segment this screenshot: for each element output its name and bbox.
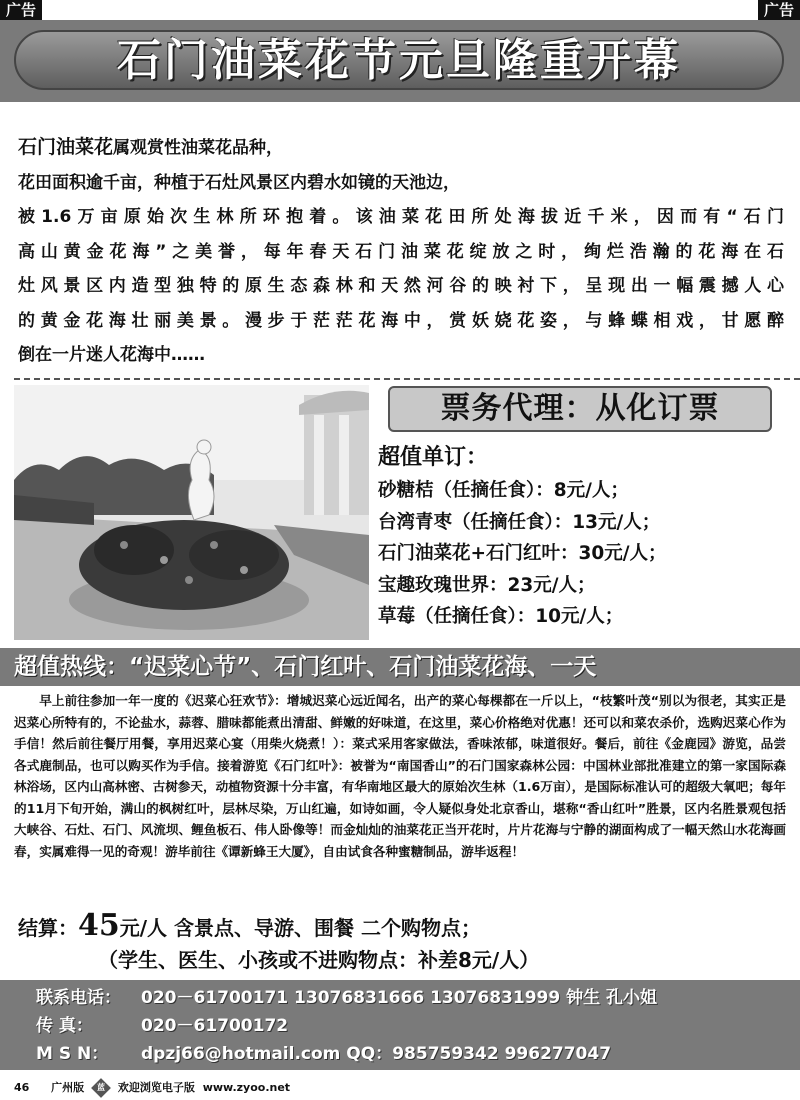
settlement-label: 结算： bbox=[18, 916, 78, 940]
msn-label: M S N： bbox=[36, 1044, 109, 1064]
deal-item: 砂糖桔（任摘任食）：8元/人； bbox=[378, 480, 629, 501]
settlement-note: （学生、医生、小孩或不进购物点：补差8元/人） bbox=[98, 948, 540, 972]
fax-value: 020－61700172 bbox=[141, 1016, 289, 1036]
headline-pill bbox=[14, 30, 784, 90]
settlement-price: 45 bbox=[78, 908, 120, 943]
headline-banner bbox=[0, 20, 800, 102]
page-footer bbox=[14, 1080, 800, 1096]
deal-item: 台湾青枣（任摘任食）：13元/人； bbox=[378, 511, 661, 533]
footer-website: www.zyoo.net bbox=[202, 1081, 291, 1094]
deal-item: 草莓（任摘任食）：10元/人； bbox=[378, 606, 624, 627]
phone-label: 联系电话： bbox=[36, 988, 121, 1008]
intro-line-2: 花田面积逾千亩，种植于石灶风景区内碧水如镜的天池边， bbox=[18, 172, 460, 193]
contact-msn-row bbox=[36, 1040, 611, 1068]
edition-label: 广州版 bbox=[51, 1081, 85, 1094]
settlement bbox=[18, 910, 788, 976]
deals-list bbox=[378, 440, 798, 633]
settlement-terms: 元/人 含景点、导游、围餐 二个购物点； bbox=[119, 916, 481, 940]
contact-phone-row bbox=[36, 984, 657, 1012]
intro-line-7: 倒在一片迷人花海中…… bbox=[18, 345, 205, 365]
ad-label-left: 广告 bbox=[0, 0, 42, 20]
hotline-banner bbox=[0, 648, 800, 686]
ticket-agent-box: 票务代理：从化订票 bbox=[388, 386, 772, 432]
page-number: 46 bbox=[14, 1081, 30, 1094]
itinerary-paragraph: 早上前往参加一年一度的《迟菜心狂欢节》：增城迟菜心远近闻名，出产的菜心每棵都在一斤以上，“枝繁叶茂“别以为很老，其实正是迟菜心所特有的，不论盐水，蒜蓉、腊味都能煮出清甜、鲜嫩的好味道，在这里，菜心价格绝对优惠！还可以和菜农杀价，选购迟菜心作为手信！然后前往餐厅用餐，享用迟菜心宴（用柴火烧煮！）：菜式采用客家做法，香味浓郁，味道很好。餐后，前往《金鹿园》游览，品尝各式鹿制品，也可以购买作为手信。接着游览《石门红叶》：被誉为“南国香山”的石门国家森林公园：中国林业部批准建立的第一家国际森林浴场，区内山高林密、古树参天，动植物资源十分丰富，有华南地区最大的原始次生林（1.6万亩），是国际标准认可的超级大氧吧；每年的11月下旬开始，满山的枫树红叶，层林尽染，万山红遍，如诗如画，令人疑似身处北京香山，堪称“香山红叶”胜景，区内名胜景观包括大峡谷、石灶、石门、风流坝、鲤鱼板石、伟人卧像等！而金灿灿的油菜花正当开花时，片片花海与宁静的湖面构成了一幅天然山水花海画春，实属难得一见的奇观！游毕前往《谭新蜂王大厦》，自由试食各种蜜糖制品，游毕返程！ bbox=[14, 693, 786, 859]
fax-label: 传 真： bbox=[36, 1016, 93, 1036]
diamond-logo-icon: 蓝 bbox=[91, 1078, 111, 1098]
contact-fax-row bbox=[36, 1012, 288, 1040]
deals-heading: 超值单订： bbox=[378, 445, 489, 470]
garden-photo-illustration bbox=[14, 385, 369, 640]
intro-line-3: 被1.6万亩原始次生林所环抱着。该油菜花田所处海拔近千米，因而有“石门 bbox=[18, 207, 784, 227]
garden-photo bbox=[14, 385, 369, 640]
ad-label-right: 广告 bbox=[758, 0, 800, 20]
settlement-price-line bbox=[18, 910, 788, 944]
headline: 石门油菜花节元旦隆重开幕 bbox=[117, 35, 681, 86]
intro-lead: 石门油菜花 bbox=[18, 136, 114, 158]
intro-line-1: 石门油菜花属观赏性油菜花品种， bbox=[18, 136, 284, 158]
phone-value: 020－61700171 13076831666 13076831999 钟生 孔小姐 bbox=[141, 988, 658, 1008]
deal-item: 宝趣玫瑰世界：23元/人； bbox=[378, 574, 596, 596]
contact-panel bbox=[0, 980, 800, 1070]
intro-line-5: 灶风景区内造型独特的原生态森林和天然河谷的映衬下，呈现出一幅震撼人心 bbox=[18, 276, 784, 296]
intro-line-4: 高山黄金花海”之美誉，每年春天石门油菜花绽放之时，绚烂浩瀚的花海在石 bbox=[18, 241, 784, 262]
intro-paragraph bbox=[18, 130, 784, 373]
intro-line-6: 的黄金花海壮丽美景。漫步于茫茫花海中，赏妖娆花姿，与蜂蝶相戏，甘愿醉 bbox=[18, 310, 784, 331]
msn-value: dpzj66@hotmail.com QQ：985759342 996277047 bbox=[141, 1044, 612, 1064]
hotline-text: 超值热线：“迟菜心节”、石门红叶、石门油菜花海、一天 bbox=[14, 654, 597, 680]
footer-slogan: 欢迎浏览电子版 bbox=[117, 1081, 195, 1094]
deal-item: 石门油菜花+石门红叶：30元/人； bbox=[378, 543, 667, 564]
dashed-divider bbox=[14, 378, 800, 380]
